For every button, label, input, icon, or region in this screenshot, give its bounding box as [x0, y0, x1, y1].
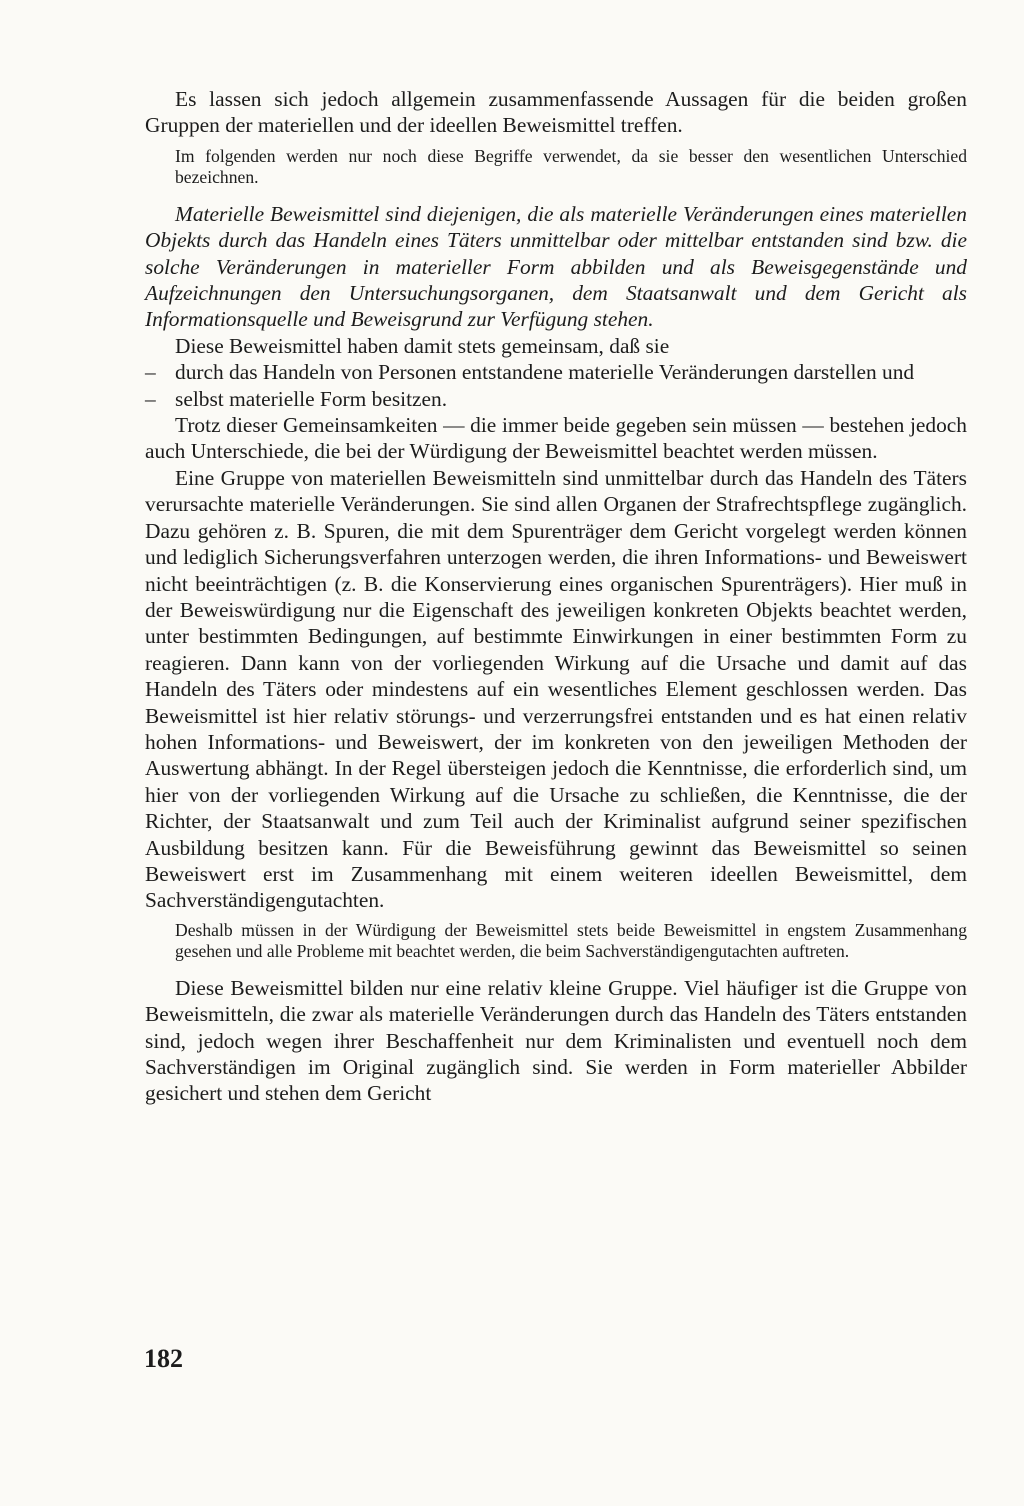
definition-paragraph: Materielle Beweismittel sind diejenigen, die als materielle Veränderungen eines materiellen Objekts durch das Handeln eines Täters unmittelbar oder mittelbar entstanden sind bzw. die solche Veränderungen in materieller Form abbilden und als Beweisgegenstände und Aufzeichnungen den Untersuchungsorganen, dem Staatsanwalt und dem Gericht als Informationsquelle und Beweisgrund zur Verfügung stehen. — [145, 201, 967, 332]
note-1: Im folgenden werden nur noch diese Begriffe verwendet, da sie besser den wesentlichen Unterschied bezeichnen. — [175, 145, 967, 188]
paragraph-3: Trotz dieser Gemeinsamkeiten — die immer beide gegeben sein müssen — bestehen jedoch auch Unterschiede, die bei der Würdigung der Beweismittel beachtet werden müssen. — [145, 413, 967, 464]
dash-list — [145, 359, 967, 412]
page-body — [145, 86, 967, 1107]
paragraph-2-intro: Diese Beweismittel haben damit stets gemeinsam, daß sie — [175, 333, 670, 358]
paragraph-4: Eine Gruppe von materiellen Beweismitteln sind unmittelbar durch das Handeln des Täters verursachte materielle Veränderungen. Sie sind allen Organen der Strafrechtspflege zugänglich. Dazu gehören z. B. Spuren, die mit dem Spurenträger dem Gericht vorgelegt werden können und lediglich Sicherungsverfahren unterzogen werden, die ihren Informations- und Beweiswert nicht beeinträchtigen (z. B. die Konservierung eines organischen Spurenträgers). Hier muß in der Beweiswürdigung nur die Eigenschaft des jeweiligen konkreten Objekts beachtet werden, unter bestimmten Bedingungen, auf bestimmte Einwirkungen in einer bestimmten Form zu reagieren. Dann kann von der vorliegenden Wirkung auf die Ursache und damit auf das Handeln des Täters oder mindestens auf ein wesentliches Element geschlossen werden. Das Beweismittel ist hier relativ störungs- und verzerrungsfrei entstanden und es hat einen relativ hohen Informations- und Beweiswert, der im konkreten von den jeweiligen Methoden der Auswertung abhängt. In der Regel übersteigen jedoch die Kenntnisse, die erforderlich sind, um hier von der vorliegenden Wirkung auf die Ursache zu schließen, die Kenntnisse, die der Richter, der Staatsanwalt und zum Teil auch der Kriminalist aufgrund seiner spezifischen Ausbildung besitzen kann. Für die Beweisführung gewinnt das Beweismittel so seinen Beweiswert erst im Zusammenhang mit einem weiteren ideellen Beweismittel, dem Sachverständigengutachten. — [145, 465, 967, 913]
list-item: – durch das Handeln von Personen entstandene materielle Veränderungen darstellen und — [145, 359, 967, 385]
note-2: Deshalb müssen in der Würdigung der Beweismittel stets beide Beweismittel in engstem Zusammenhang gesehen und alle Probleme mit beachtet werden, die beim Sachverständigengutachten auftreten. — [175, 919, 967, 962]
page-number: 182 — [144, 1344, 183, 1373]
paragraph-5: Diese Beweismittel bilden nur eine relativ kleine Gruppe. Viel häufiger ist die Gruppe von Beweismitteln, die zwar als materielle Veränderungen durch das Handeln des Täters entstanden sind, jedoch wegen ihrer Beschaffenheit nur dem Kriminalisten und eventuell noch dem Sachverständigen im Original zugänglich sind. Sie werden in Form materieller Abbilder gesichert und stehen dem Gericht — [145, 975, 967, 1106]
paragraph-1: Es lassen sich jedoch allgemein zusammenfassende Aussagen für die beiden großen Gruppen der materiellen und der ideellen Beweismittel treffen. — [145, 87, 967, 138]
list-item: – selbst materielle Form besitzen. — [145, 386, 967, 412]
